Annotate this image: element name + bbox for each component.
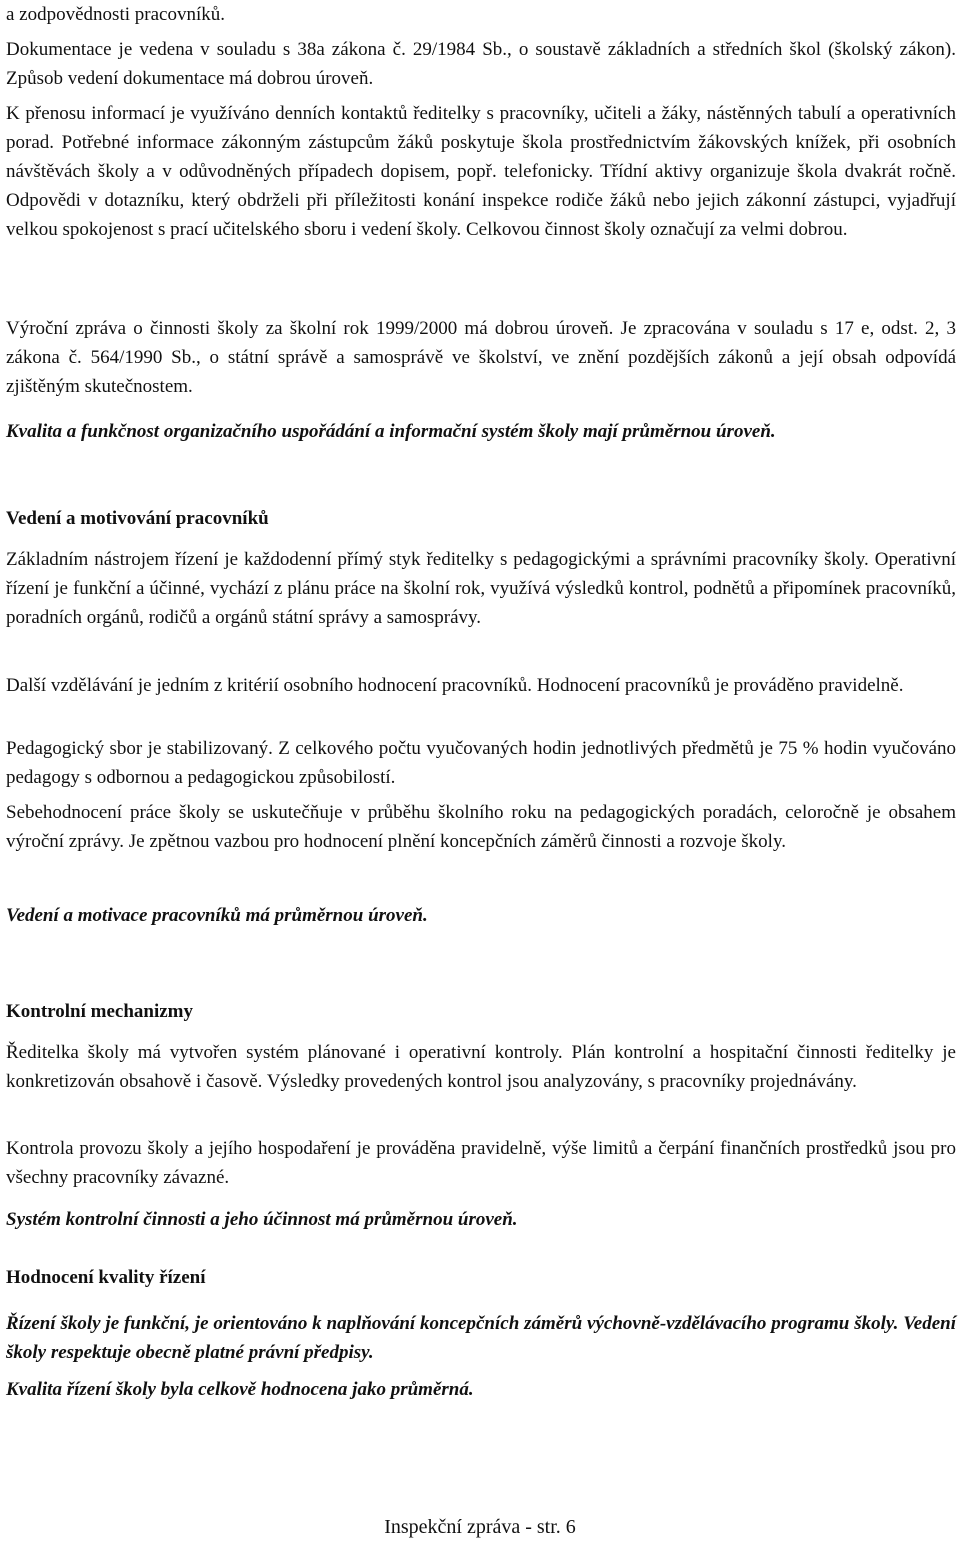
paragraph-management-tools: Základním nástrojem řízení je každodenní přímý styk ředitelky s pedagogickými a správními pracovníky školy. Operativní řízení je funkční a účinné, vychází z plánu práce na školní rok, využívá výsledků kontrol, podnětů a připomínek pracovníků, poradních orgánů, rodičů a orgánů státní správy a samosprávy.	[6, 549, 956, 628]
paragraph-control-system: Ředitelka školy má vytvořen systém plánované i operativní kontroly. Plán kontrolní a hospitační činnosti ředitelky je konkretizován obsahově i časově. Výsledky provedených kontrol jsou analyzovány, s pracovníky projednávány.	[6, 1042, 956, 1092]
page-footer: Inspekční zpráva - str. 6	[384, 1516, 576, 1538]
paragraph-annual-report: Výroční zpráva o činnosti školy za školní rok 1999/2000 má dobrou úroveň. Je zpracována v souladu s 17 e, odst. 2, 3 zákona č. 564/1990 Sb., o státní správě a samosprávě ve školství, ve znění pozdějších zákonů a její obsah odpovídá zjištěným skutečnostem.	[6, 318, 956, 397]
heading-control-mechanisms: Kontrolní mechanizmy	[6, 1001, 194, 1022]
paragraph-operations-control: Kontrola provozu školy a jejího hospodaření je prováděna pravidelně, výše limitů a čerpání finančních prostředků jsou pro všechny pracovníky závazné.	[6, 1138, 956, 1188]
paragraph-responsibility: a zodpovědnosti pracovníků.	[6, 4, 225, 25]
paragraph-further-education: Další vzdělávání je jedním z kritérií osobního hodnocení pracovníků. Hodnocení pracovníků je prováděno pravidelně.	[6, 675, 904, 696]
paragraph-information-transfer: K přenosu informací je využíváno denních kontaktů ředitelky s pracovníky, učiteli a žáky, nástěnných tabulí a operativních porad. Potřebné informace zákonným zástupcům žáků poskytuje škola prostřednictvím žákovských knížek, při osobních návštěvách školy a v odůvodněných případech dopisem, popř. telefonicky. Třídní aktivy organizuje škola dvakrát ročně. Odpovědi v dotazníku, který obdrželi při příležitosti konání inspekce rodiče žáků nebo jejich zákonní zástupci, vyjadřují velkou spokojenost s prací učitelského sboru i vedení školy. Celkovou činnost školy označují za velmi dobrou.	[6, 103, 956, 240]
heading-leadership-motivation: Vedení a motivování pracovníků	[6, 508, 269, 529]
paragraph-documentation: Dokumentace je vedena v souladu s 38a zákona č. 29/1984 Sb., o soustavě základních a středních škol (školský zákon). Způsob vedení dokumentace má dobrou úroveň.	[6, 39, 956, 89]
conclusion-leadership: Vedení a motivace pracovníků má průměrnou úroveň.	[6, 905, 428, 926]
conclusion-overall: Kvalita řízení školy byla celkově hodnocena jako průměrná.	[6, 1379, 474, 1400]
conclusion-organization: Kvalita a funkčnost organizačního uspořádání a informační systém školy mají průměrnou úroveň.	[6, 421, 776, 442]
paragraph-teaching-staff: Pedagogický sbor je stabilizovaný. Z celkového počtu vyučovaných hodin jednotlivých předmětů je 75 % hodin vyučováno pedagogy s odbornou a pedagogickou způsobilostí.	[6, 738, 956, 788]
paragraph-self-evaluation: Sebehodnocení práce školy se uskutečňuje v průběhu školního roku na pedagogických poradách, celoročně je obsahem výroční zprávy. Je zpětnou vazbou pro hodnocení plnění koncepčních záměrů činnosti a rozvoje školy.	[6, 802, 956, 852]
heading-management-quality: Hodnocení kvality řízení	[6, 1267, 206, 1288]
paragraph-management-functional: Řízení školy je funkční, je orientováno k naplňování koncepčních záměrů výchovně-vzdělávacího programu školy. Vedení školy respektuje obecně platné právní předpisy.	[6, 1313, 956, 1363]
conclusion-control: Systém kontrolní činnosti a jeho účinnost má průměrnou úroveň.	[6, 1209, 518, 1230]
